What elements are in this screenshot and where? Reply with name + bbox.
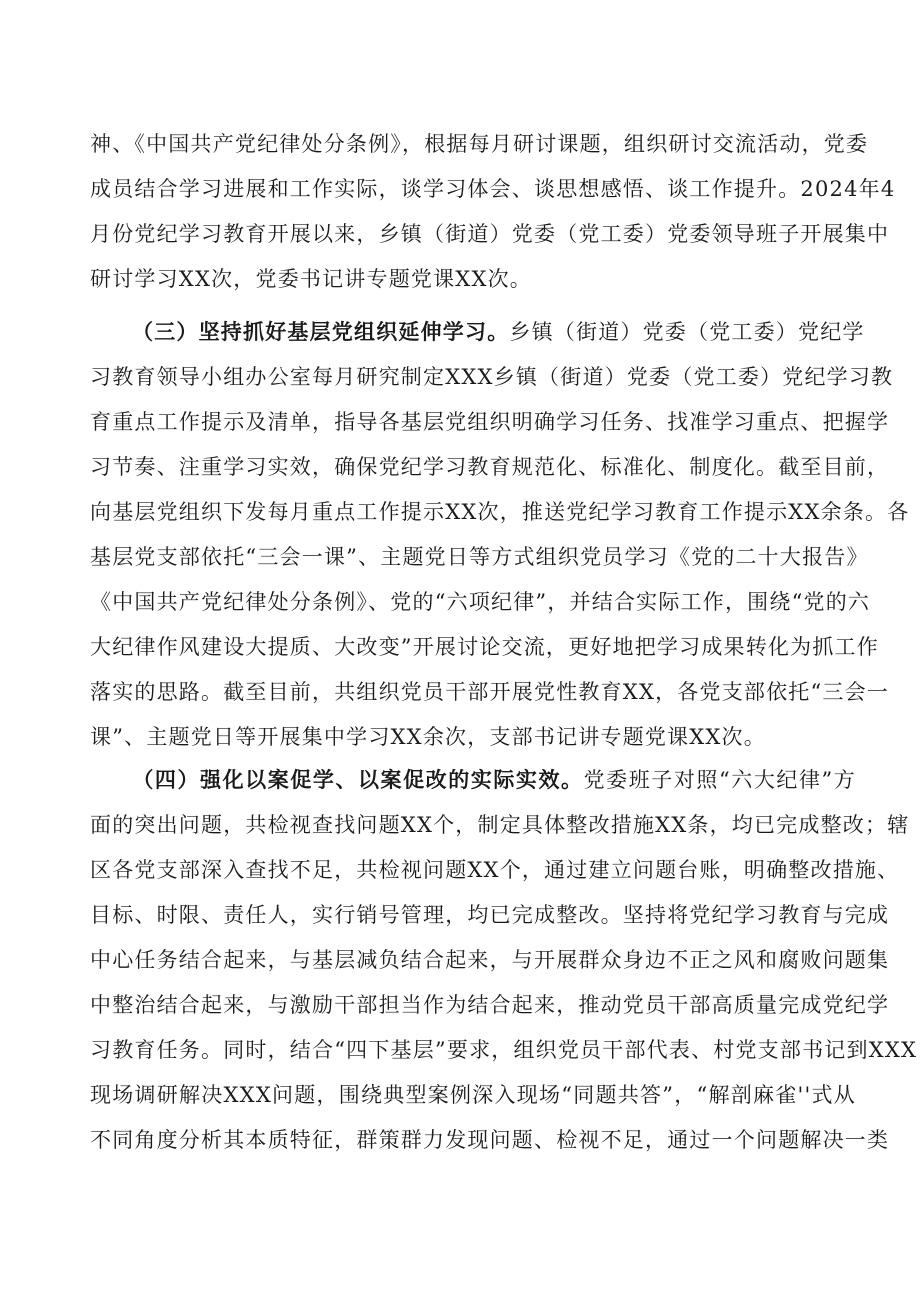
text-line: 神、《中国共产党纪律处分条例》，根据每月研讨课题，组织研讨交流活动，党委	[90, 132, 869, 156]
text-line: 中心任务结合起来，与基层减负结合起来，与开展群众身边不正之风和腐败问题集	[90, 948, 890, 972]
text-line: 中整治结合起来，与激励干部担当作为结合起来，推动党员干部高质量完成党纪学	[90, 993, 890, 1017]
heading-line-text: 乡镇（街道）党委（党工委）党纪学	[509, 320, 865, 344]
paragraph-first-line	[90, 758, 856, 803]
text-line: 不同角度分析其本质特征，群策群力发现问题、检视不足，通过一个问题解决一类	[90, 1128, 890, 1152]
text-line: 习教育领导小组办公室每月研究制定XXX乡镇（街道）党委（党工委）党纪学习教	[90, 365, 894, 389]
text-line: 成员结合学习进展和工作实际，谈学习体会、谈思想感悟、谈工作提升。2024年4	[90, 177, 896, 201]
text-line: 向基层党组织下发每月重点工作提示XX次，推送党纪学习教育工作提示XX余条。各	[90, 500, 910, 524]
text-line: 课”、主题党日等开展集中学习XX余次，支部书记讲专题党课XX次。	[90, 725, 766, 749]
text-line: 区各党支部深入查找不足，共检视问题XX个，通过建立问题台账，明确整改措施、	[90, 858, 900, 882]
text-line: 目标、时限、责任人，实行销号管理，均已完成整改。坚持将党纪学习教育与完成	[90, 903, 890, 927]
text-line: 面的突出问题，共检视查找问题XX个，制定具体整改措施XX条，均已完成整改；辖	[90, 813, 910, 837]
heading-line-text: 党委班子对照“六大纪律”方	[583, 768, 856, 792]
text-line: 研讨学习XX次，党委书记讲专题党课XX次。	[90, 267, 532, 291]
text-line: 大纪律作风建设大提质、大改变”开展讨论交流，更好地把学习成果转化为抓工作	[90, 635, 879, 659]
text-line: 现场调研解决XXX问题，围绕典型案例深入现场“同题共答”，“解剖麻雀''式从	[90, 1083, 856, 1107]
text-line: 习教育任务。同时，结合“四下基层”要求，组织党员干部代表、村党支部书记到XXX	[90, 1038, 918, 1062]
paragraph-case-study-reform	[90, 758, 918, 1163]
text-line: 习节奏、注重学习实效，确保党纪学习教育规范化、标准化、制度化。截至目前，	[90, 455, 890, 479]
paragraph-grassroots-study	[90, 310, 910, 760]
section-heading-3: （三）坚持抓好基层党组织延伸学习。	[132, 320, 510, 344]
text-line: 《中国共产党纪律处分条例》、党的“六项纪律”，并结合实际工作，围绕“党的六	[90, 590, 871, 614]
paragraph-study-discussion	[90, 122, 896, 302]
text-line: 落实的思路。截至目前，共组织党员干部开展党性教育XX，各党支部依托“三会一	[90, 680, 890, 704]
text-line: 月份党纪学习教育开展以来，乡镇（街道）党委（党工委）党委领导班子开展集中	[90, 222, 890, 246]
section-heading-4: （四）强化以案促学、以案促改的实际实效。	[132, 768, 584, 792]
text-line: 基层党支部依托“三会一课”、主题党日等方式组织党员学习《党的二十大报告》	[90, 545, 869, 569]
paragraph-first-line	[90, 310, 865, 355]
text-line: 育重点工作提示及清单，指导各基层党组织明确学习任务、找准学习重点、把握学	[90, 410, 890, 434]
